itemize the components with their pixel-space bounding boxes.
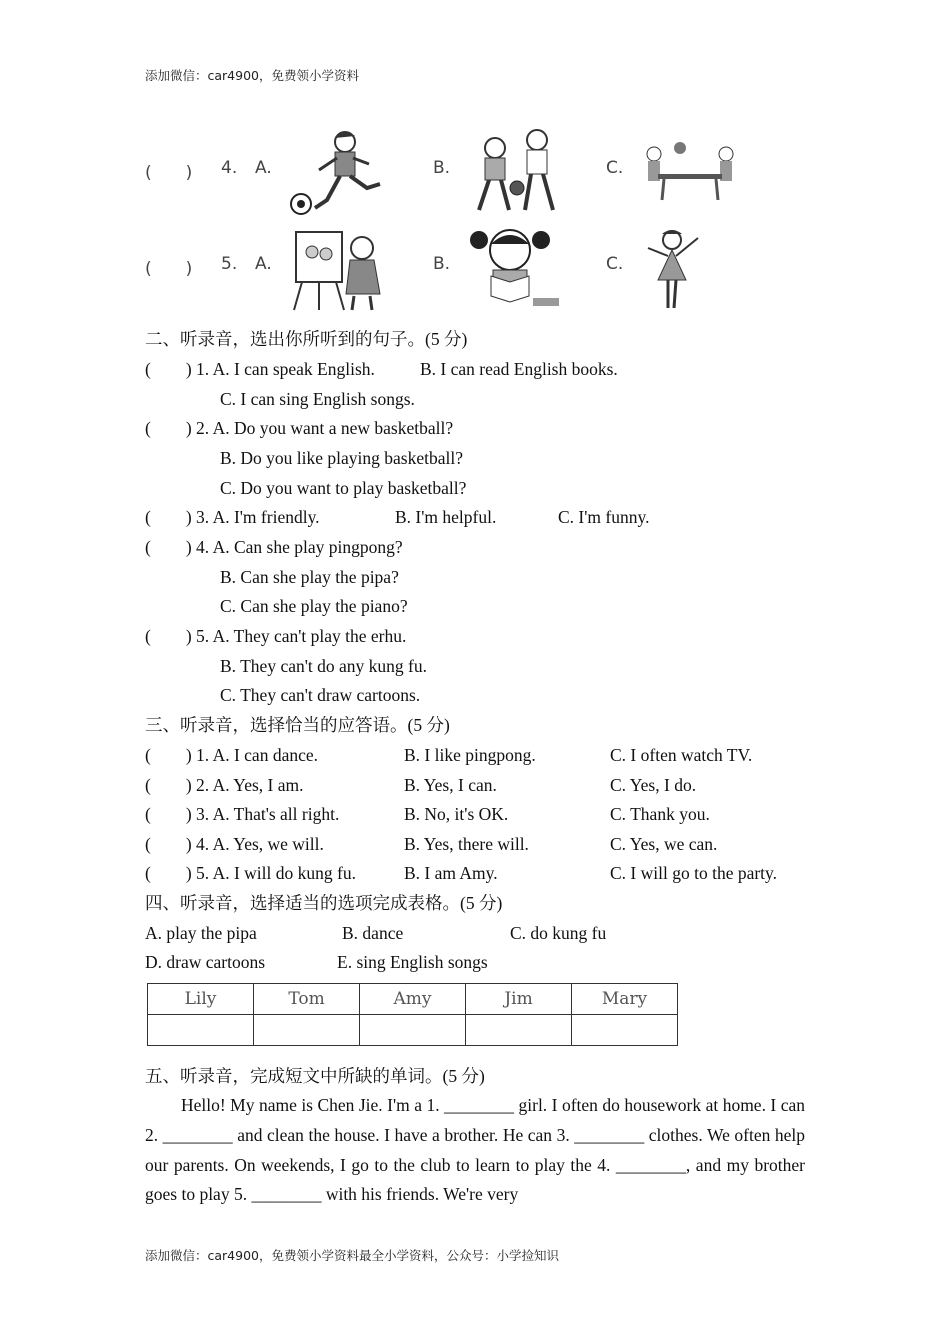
answer-cell[interactable] [572,1015,678,1046]
kids-playing-pingpong-illustration [640,128,740,208]
girl-reading-book-illustration [465,224,565,314]
s3-q2-b: B. Yes, I can. [404,775,497,795]
section-2-title: 二、听录音，选出你所听到的句子。(5 分) [145,329,468,349]
s3-row-2 [145,774,697,796]
table-header-cell: Lily [148,984,254,1015]
s3-q3-a: ( ) 3. A. That's all right. [145,804,340,824]
s3-q4-a: ( ) 4. A. Yes, we will. [145,834,324,854]
option-b-label: B. [433,254,451,274]
s3-q4-c: C. Yes, we can. [610,834,718,854]
page-footer: 添加微信：car4900，免费领小学资料最全小学资料，公众号：小学捡知识 [145,1248,559,1263]
table-header-cell: Amy [360,984,466,1015]
s3-q4-b: B. Yes, there will. [404,834,529,854]
answer-cell[interactable] [148,1015,254,1046]
option-a-label: A. [255,158,272,178]
s2-q2-head: ( ) 2. A. Do you want a new basketball? [145,418,454,438]
s4-option-a: A. play the pipa [145,923,257,943]
section-5-title: 五、听录音，完成短文中所缺的单词。(5 分) [145,1066,485,1086]
s3-q5-c: C. I will go to the party. [610,863,778,883]
s2-q1-option-b: B. I can read English books. [420,359,618,379]
s3-row-3 [145,803,710,825]
cloze-passage: Hello! My name is Chen Jie. I'm a 1. ________ girl. I often do housework at home. I can 2. ________ and clean the house. I have a brother. He can 3. ________ clothes. We often help our parents. On weekends, I go to the club to learn to play the 4. ________, and my brother goes to play 5. ________ with his friends. We're very [145,1095,805,1205]
answer-paren: ( ) [145,163,193,183]
s2-q1-option-c: C. I can sing English songs. [220,389,415,409]
s4-option-d: D. draw cartoons [145,952,266,972]
s2-q3-head: ( ) 3. A. I'm friendly. [145,507,320,527]
answer-paren: ( ) [145,259,193,279]
page-header: 添加微信：car4900，免费领小学资料 [145,68,359,83]
table-header-cell: Mary [572,984,678,1015]
option-c-label: C. [606,158,624,178]
s2-q2-option-b: B. Do you like playing basketball? [220,448,464,468]
s3-q3-c: C. Thank you. [610,804,710,824]
option-b-label: B. [433,158,451,178]
s3-q5-b: B. I am Amy. [404,863,498,883]
s2-q5-option-b: B. They can't do any kung fu. [220,656,427,676]
option-c-label: C. [606,254,624,274]
s2-q3 [145,506,650,528]
answer-table [147,983,678,1046]
s3-q5-a: ( ) 5. A. I will do kung fu. [145,863,356,883]
s3-row-4 [145,833,718,855]
s2-q3-option-b: B. I'm helpful. [395,507,497,527]
s2-q3-option-c: C. I'm funny. [558,507,650,527]
girl-dancing-illustration [640,224,710,314]
s2-q5-option-c: C. They can't draw cartoons. [220,685,421,705]
table-header-row [148,984,678,1015]
s3-row-5 [145,862,778,884]
s2-q1-head: ( ) 1. A. I can speak English. [145,359,375,379]
option-a-label: A. [255,254,272,274]
picture-question-4 [145,128,765,223]
answer-cell[interactable] [254,1015,360,1046]
s2-q5-head: ( ) 5. A. They can't play the erhu. [145,626,407,646]
section-3-title: 三、听录音，选择恰当的应答语。(5 分) [145,715,450,735]
s3-q1-c: C. I often watch TV. [610,745,753,765]
picture-question-5 [145,224,765,319]
s3-q1-b: B. I like pingpong. [404,745,536,765]
table-answer-row [148,1015,678,1046]
s3-q2-a: ( ) 2. A. Yes, I am. [145,775,304,795]
question-number: 4. [221,158,238,178]
answer-cell[interactable] [466,1015,572,1046]
s4-option-b: B. dance [342,923,404,943]
boy-playing-football-illustration [285,128,390,218]
s3-row-1 [145,744,753,766]
s2-q4-option-c: C. Can she play the piano? [220,596,408,616]
question-number: 5. [221,254,238,274]
section-4-title: 四、听录音，选择适当的选项完成表格。(5 分) [145,893,503,913]
s3-q3-b: B. No, it's OK. [404,804,509,824]
table-header-cell: Jim [466,984,572,1015]
s2-q4-head: ( ) 4. A. Can she play pingpong? [145,537,403,557]
s2-q2-option-c: C. Do you want to play basketball? [220,478,467,498]
s2-q4-option-b: B. Can she play the pipa? [220,567,399,587]
table-header-cell: Tom [254,984,360,1015]
s2-q1 [145,358,618,380]
s4-option-e: E. sing English songs [337,952,488,972]
s3-q1-a: ( ) 1. A. I can dance. [145,745,318,765]
s4-option-c: C. do kung fu [510,923,607,943]
s3-q2-c: C. Yes, I do. [610,775,697,795]
answer-cell[interactable] [360,1015,466,1046]
s4-options-row-1 [145,922,607,944]
s4-options-row-2 [145,951,488,973]
boys-playing-basketball-illustration [465,128,575,218]
girl-drawing-at-easel-illustration [290,224,390,314]
